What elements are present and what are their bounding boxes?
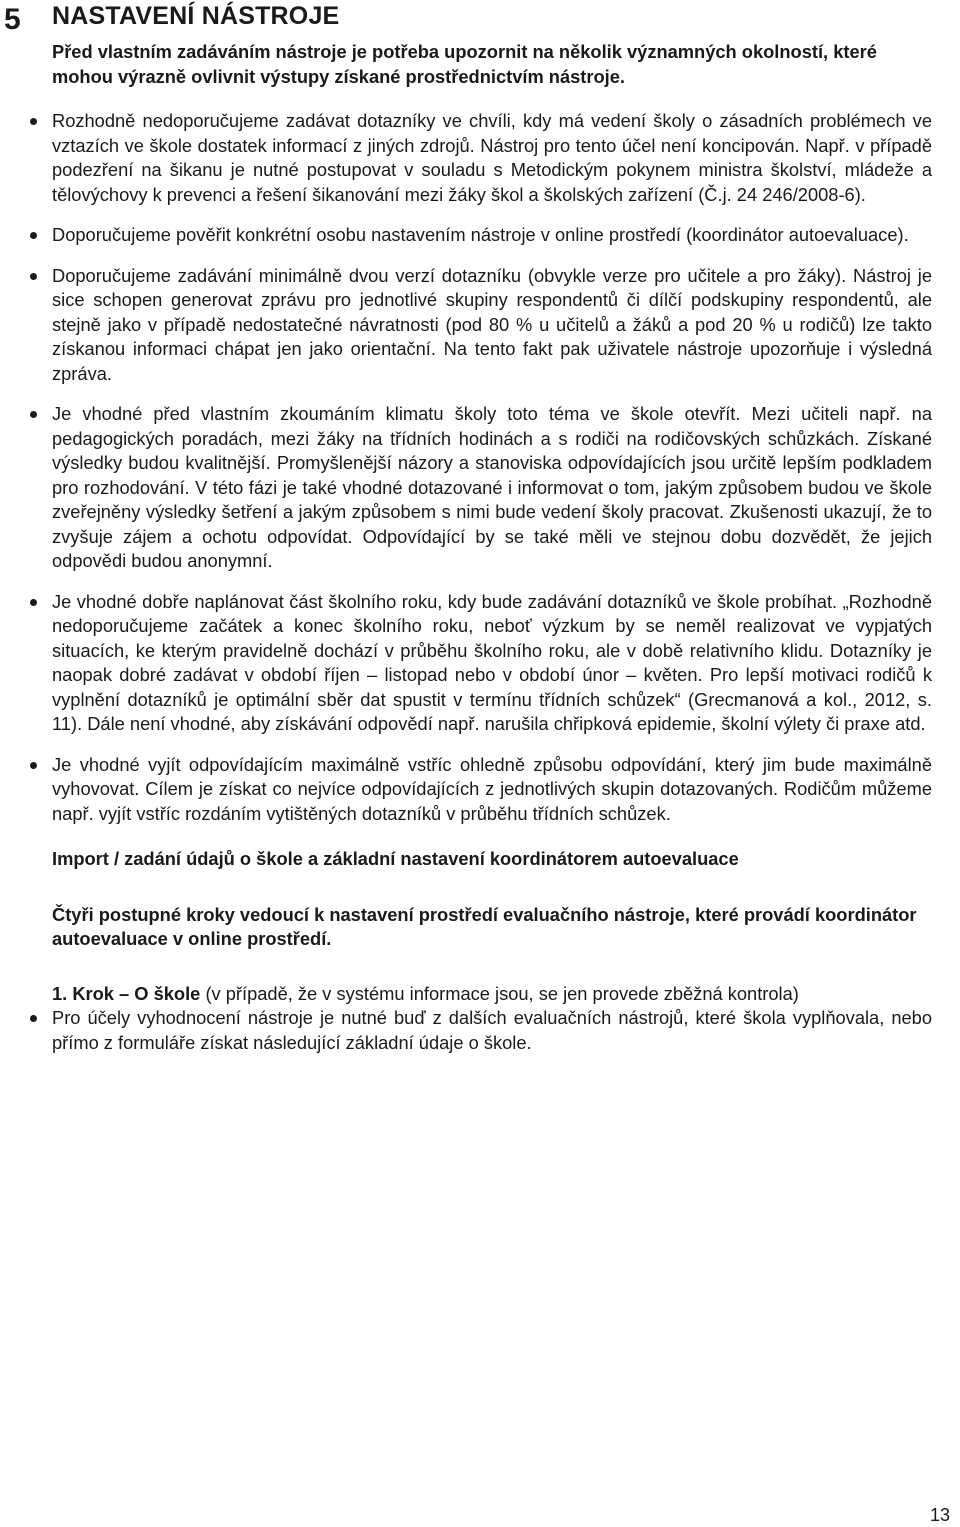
step-1-note: (v případě, že v systému informace jsou, se jen provede zběžná kontrola)	[200, 982, 799, 1004]
chapter-title: NASTAVENÍ NÁSTROJE	[52, 2, 340, 30]
intro-paragraph: Před vlastním zadáváním nástroje je potřeba upozornit na několik významných okolností, které mohou výrazně ovlivnit výstupy získané prostřednictvím nástroje.	[52, 41, 877, 87]
chapter-number: 5	[4, 3, 21, 36]
section-heading-import: Import / zadání údajů o škole a základní nastavení koordinátorem autoevaluace	[52, 848, 739, 869]
list-item: Je vhodné před vlastním zkoumáním klimatu školy toto téma ve škole otevřít. Mezi učiteli např. na pedagogických poradách, mezi žáky na třídních hodinách a s rodiči na rodičovských schůzkách. Získané výsledky budou kvalitnější. Promyšlenější názory a stanoviska odpovídajících jsou určitě lepším podkladem pro rozhodování. V této fázi je také vhodné dotazované i informovat o tom, jakým způsobem budou ve škole zveřejněny výsledky šetření a jakým způsobem s nimi bude vedení školy pracovat. Zkušenosti ukazují, že to zvyšuje zájem a ochotu odpovídat. Odpovídající by se také měli ve stejnou dobu dozvědět, že jejich odpovědi budou anonymní.	[52, 402, 932, 574]
page-number: 13	[929, 1505, 950, 1525]
list-item: Pro účely vyhodnocení nástroje je nutné buď z dalších evaluačních nástrojů, které škola vyplňovala, nebo přímo z formuláře získat následující základní údaje o škole.	[52, 1006, 932, 1055]
list-item: Rozhodně nedoporučujeme zadávat dotazníky ve chvíli, kdy má vedení školy o zásadních problémech ve vztazích ve škole dostatek informací z jiných zdrojů. Nástroj pro tento účel není koncipován. Např. v případě podezření na šikanu je nutné postupovat v souladu s Metodickým pokynem ministra školství, mládeže a tělovýchovy k prevenci a řešení šikanování mezi žáky škol a školských zařízení (Č.j. 24 246/2008-6).	[52, 109, 932, 207]
page-content	[52, 40, 932, 1055]
step-1-list	[52, 1006, 932, 1055]
section-heading-steps: Čtyři postupné kroky vedoucí k nastavení prostředí evaluačního nástroje, které provádí koordinátor autoevaluace v online prostředí.	[52, 903, 917, 949]
list-item: Doporučujeme zadávání minimálně dvou verzí dotazníku (obvykle verze pro učitele a pro žáky). Nástroj je sice schopen generovat zprávu pro jednotlivé skupiny respondentů či dílčí podskupiny respondentů, ale stejně jako v případě nedostatečné návratnosti (pod 80 % u učitelů a žáků a pod 20 % u rodičů) lze takto získanou informaci chápat jen jako orientační. Na tento fakt pak uživatele nástroje upozorňuje i výsledná zpráva.	[52, 264, 932, 387]
recommendation-list	[52, 109, 932, 826]
list-item: Je vhodné vyjít odpovídajícím maximálně vstříc ohledně způsobu odpovídání, který jim bude maximálně vyhovovat. Cílem je získat co nejvíce odpovídajících z jednotlivých skupin dotazovaných. Rodičům můžeme např. vyjít vstříc rozdáním vytištěných dotazníků v průběhu třídních schůzek.	[52, 753, 932, 827]
list-item: Doporučujeme pověřit konkrétní osobu nastavením nástroje v online prostředí (koordinátor autoevaluace).	[52, 223, 932, 248]
step-1-heading	[52, 982, 932, 1007]
list-item: Je vhodné dobře naplánovat část školního roku, kdy bude zadávání dotazníků ve škole probíhat. „Rozhodně nedoporučujeme začátek a konec školního roku, neboť výzkum by se neměl realizovat ve vypjatých situacích, ke kterým pravidelně dochází v průběhu školního roku, ale v době relativního klidu. Dotazníky je naopak dobré zadávat v období říjen – listopad nebo v období únor – květen. Pro lepší motivaci rodičů k vyplnění dotazníků je optimální sběr dat spustit v termínu třídních schůzek“ (Grecmanová a kol., 2012, s. 11). Dále není vhodné, aby získávání odpovědí např. narušila chřipková epidemie, školní výlety či praxe atd.	[52, 590, 932, 737]
step-1-label: 1. Krok – O škole	[52, 982, 201, 1004]
